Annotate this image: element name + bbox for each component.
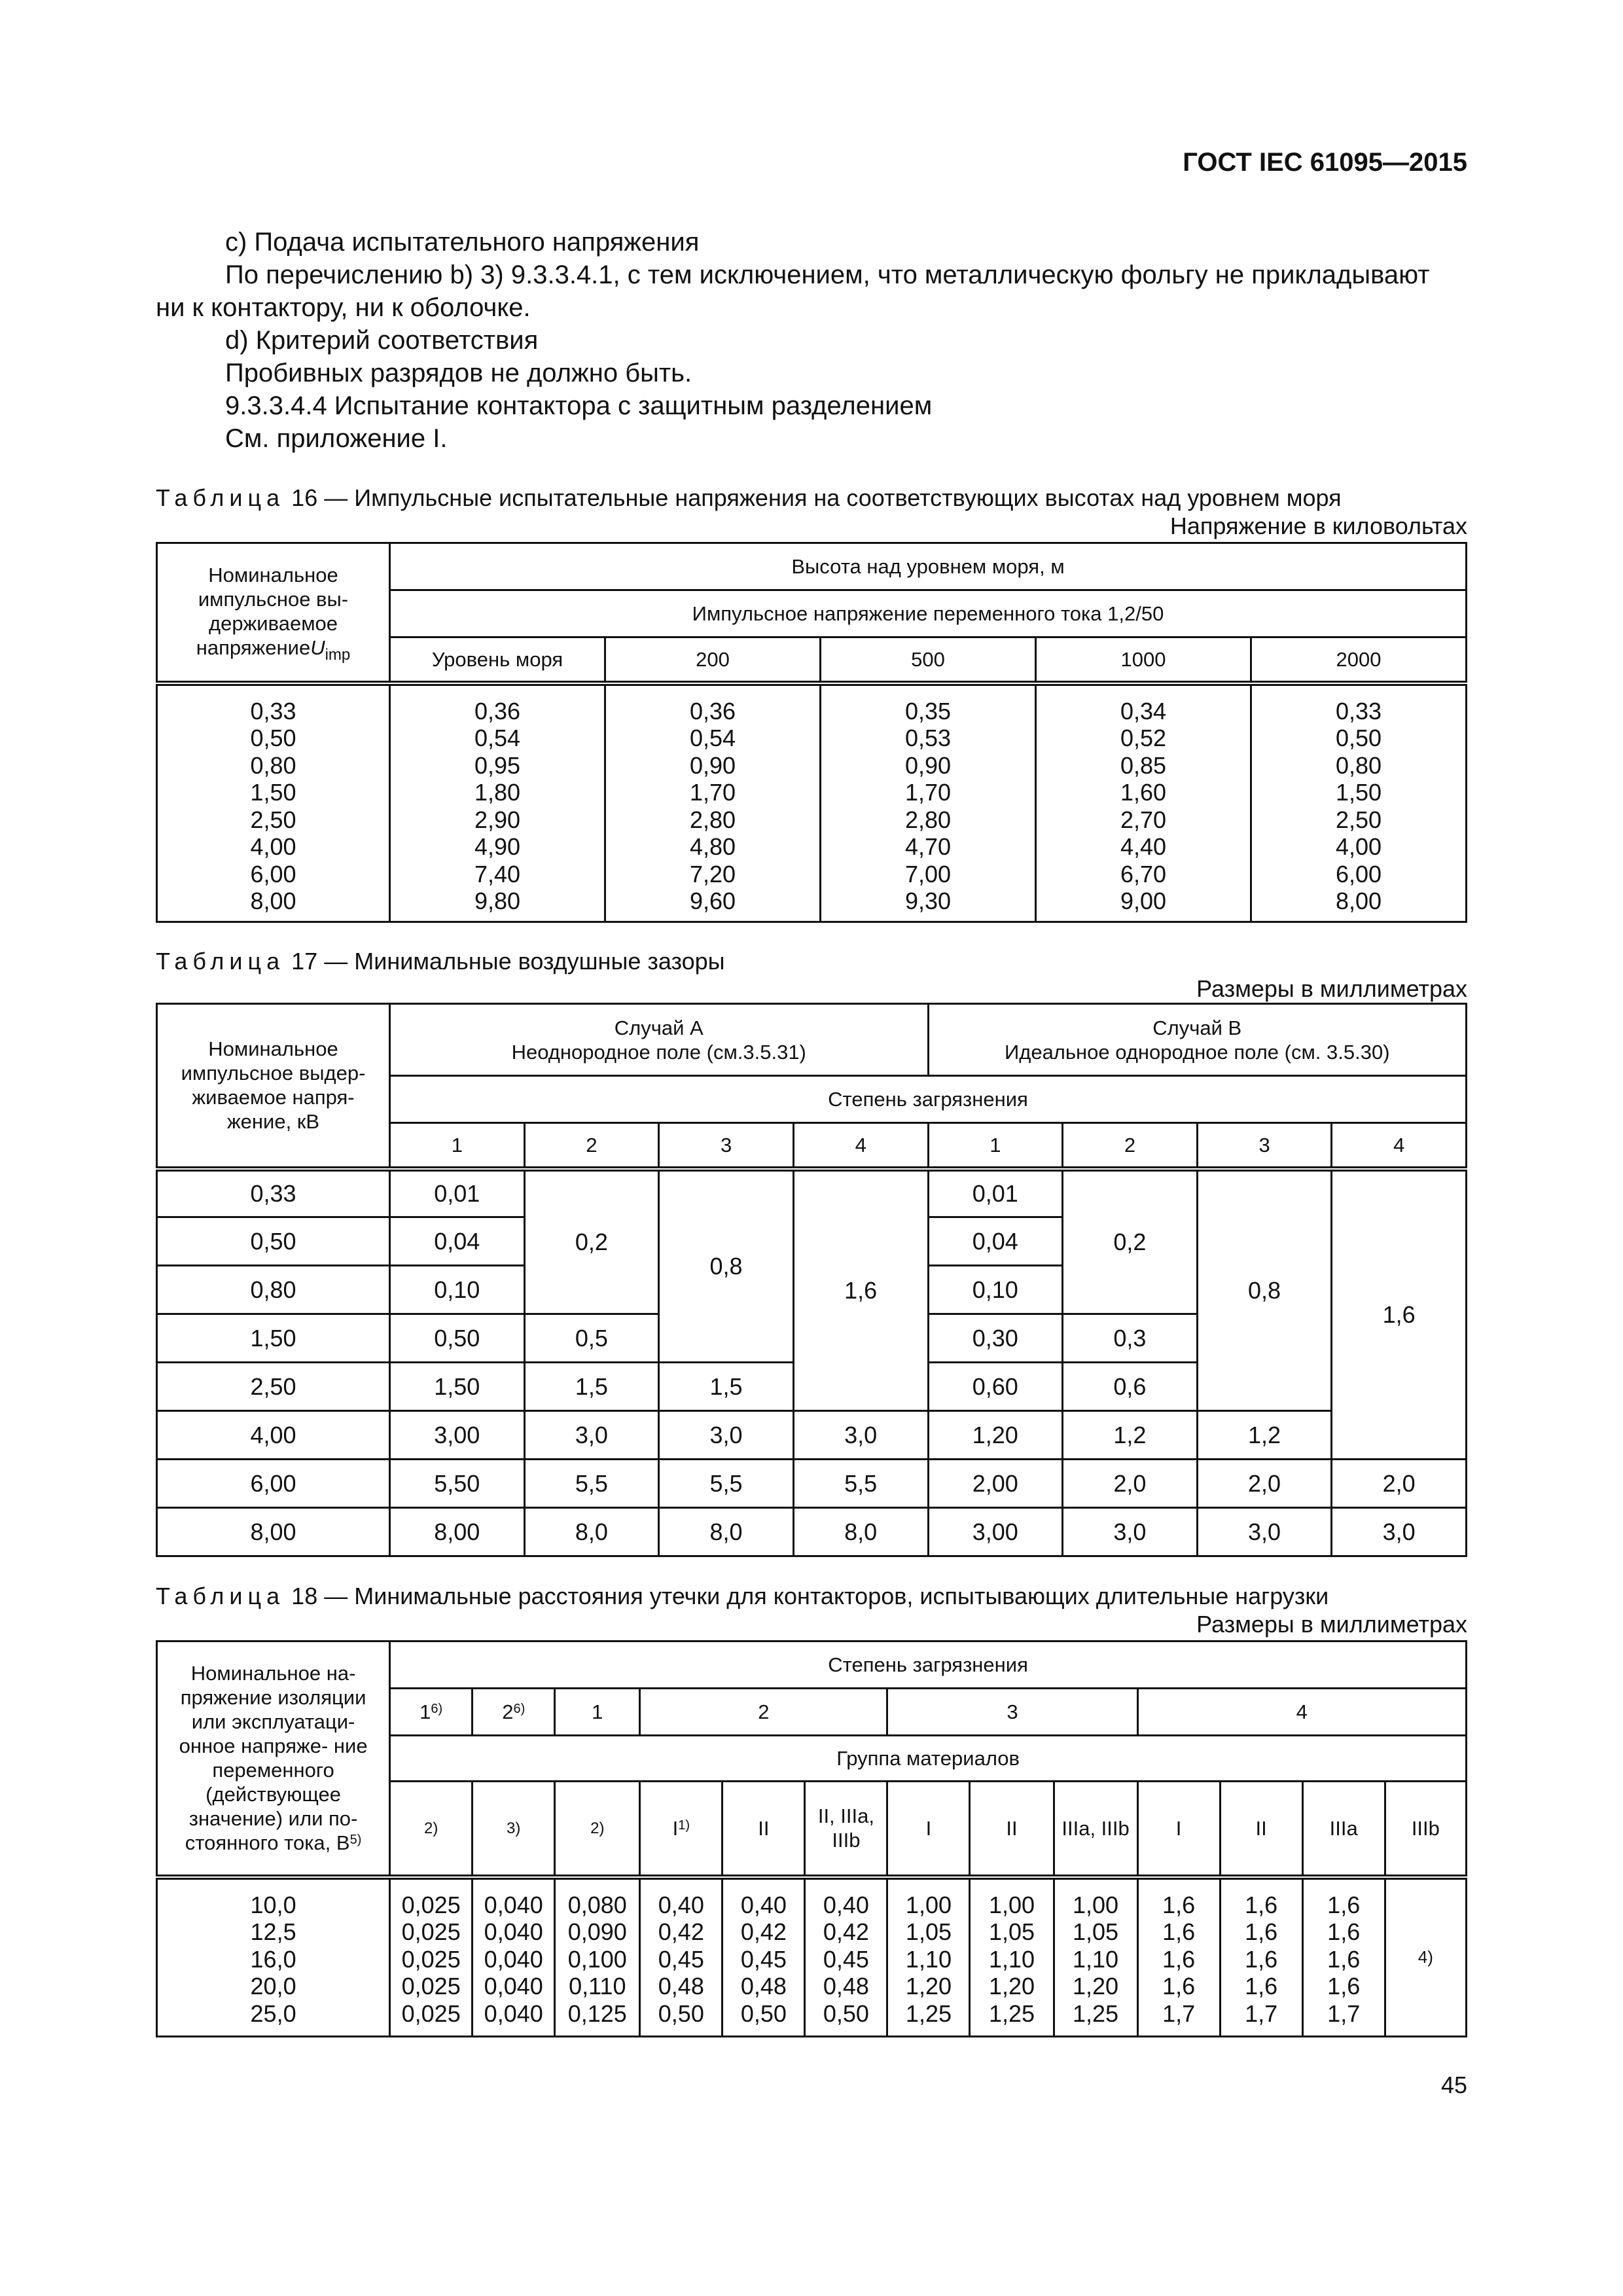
table18-column xyxy=(473,1877,555,2037)
case-b-head: Случай В Идеальное однородное поле (см. 3.5.30) xyxy=(928,1004,1467,1076)
table17-degree: 4 xyxy=(1332,1123,1467,1169)
table16-value: 1,50 xyxy=(250,779,296,806)
table18-column xyxy=(640,1877,722,2037)
table18-material xyxy=(555,1782,640,1877)
table17-cell: 0,01 xyxy=(928,1169,1063,1217)
table17-cell: 0,04 xyxy=(928,1217,1063,1266)
table16-value: 0,35 xyxy=(904,697,952,725)
table18-column xyxy=(555,1877,640,2037)
table16-value: 7,20 xyxy=(689,860,736,888)
table18-degree: 2$^{6)}$ xyxy=(473,1689,555,1736)
table16 xyxy=(156,542,1467,923)
table16-value: 4,40 xyxy=(1120,833,1167,860)
table17 xyxy=(156,1003,1467,1557)
table18-material-label: 2) xyxy=(590,1819,605,1837)
table17-degree: 3 xyxy=(659,1123,794,1169)
table16-column xyxy=(157,683,390,922)
table18-material xyxy=(805,1782,887,1877)
table18-values: 1,6 1,6 1,6 1,6 1,7 xyxy=(1162,1891,1196,2027)
table17-caption xyxy=(156,948,1467,975)
table17-cell: 3,0 xyxy=(1063,1508,1198,1556)
table17-cell: 0,50 xyxy=(157,1217,390,1266)
table18-material xyxy=(1137,1782,1220,1877)
table18-values: 1,00 1,05 1,10 1,20 1,25 xyxy=(905,1891,952,2027)
table17-degree: 2 xyxy=(524,1123,659,1169)
table16-value: 0,54 xyxy=(689,725,736,751)
table18-values: 10,0 12,5 16,0 20,0 25,0 xyxy=(250,1891,296,2027)
table16-value: 1,60 xyxy=(1120,779,1167,806)
table16-value: 1,80 xyxy=(474,779,521,806)
table16-value: 2,80 xyxy=(904,806,952,833)
table16-value: 0,50 xyxy=(250,725,296,751)
table17-cell: 1,50 xyxy=(390,1363,525,1411)
table16-value: 6,00 xyxy=(250,860,296,888)
document-header: ГОСТ IEC 61095—2015 xyxy=(1183,148,1467,177)
table17-cell: 5,5 xyxy=(524,1460,659,1508)
table17-cell: 8,0 xyxy=(793,1508,928,1556)
table16-col-head: 2000 xyxy=(1251,637,1467,683)
table16-value: 0,80 xyxy=(1335,751,1382,779)
table16-value: 2,90 xyxy=(474,806,521,833)
table17-cell: 0,10 xyxy=(928,1266,1063,1314)
table17-degree: 1 xyxy=(928,1123,1063,1169)
table17-cell: 1,50 xyxy=(157,1314,390,1363)
table18-degree: 4 xyxy=(1137,1689,1466,1736)
table18-column xyxy=(887,1877,970,2037)
intro-line: Пробивных разрядов не должно быть. xyxy=(225,359,692,387)
table16-value: 2,50 xyxy=(1335,806,1382,833)
table16-value: 0,80 xyxy=(250,751,296,779)
table17-cell: 5,50 xyxy=(390,1460,525,1508)
table18-column xyxy=(1054,1877,1137,2037)
table17-cell: 0,01 xyxy=(390,1169,525,1217)
table18-material xyxy=(1220,1782,1302,1877)
table16-label: Таблица xyxy=(156,484,285,511)
table18-material-label: IIIb xyxy=(1411,1816,1440,1840)
table18-material-label: IIIa, IIIb xyxy=(1061,1816,1130,1840)
table16-value: 7,00 xyxy=(904,860,952,888)
table17-cell: 0,5 xyxy=(524,1314,659,1363)
table16-value: 2,80 xyxy=(689,806,736,833)
table18-degree: 1 xyxy=(555,1689,640,1736)
table17-title: 17 — Минимальные воздушные зазоры xyxy=(291,948,725,975)
table16-col-head: 200 xyxy=(605,637,821,683)
table16-value: 0,95 xyxy=(474,751,521,779)
table16-column xyxy=(821,683,1036,922)
table17-cell: 1,5 xyxy=(524,1363,659,1411)
table16-value: 0,33 xyxy=(250,697,296,725)
table17-degree: 2 xyxy=(1063,1123,1198,1169)
table16-value: 0,90 xyxy=(904,751,952,779)
table18-material-head: Группа материалов xyxy=(390,1736,1467,1782)
table18-values: 0,025 0,025 0,025 0,025 0,025 xyxy=(401,1891,461,2027)
table17-cell: 4,00 xyxy=(157,1411,390,1460)
table18-degree: 3 xyxy=(887,1689,1137,1736)
table18-material-label: II xyxy=(1006,1816,1018,1840)
table17-cell: 0,30 xyxy=(928,1314,1063,1363)
table18 xyxy=(156,1640,1467,2037)
intro-text xyxy=(156,226,1467,455)
table17-degree: 1 xyxy=(390,1123,525,1169)
table18-material-label: II, IIIa, IIIb xyxy=(817,1804,874,1852)
table18-values: 0,080 0,090 0,100 0,110 0,125 xyxy=(567,1891,627,2027)
intro-line: 9.3.3.4.4 Испытание контактора с защитным разделением xyxy=(225,391,933,420)
table16-col-head: 1000 xyxy=(1036,637,1251,683)
table18-degree: 2 xyxy=(640,1689,887,1736)
table17-cell: 3,0 xyxy=(659,1411,794,1460)
table16-value: 9,00 xyxy=(1120,888,1167,914)
intro-line: ни к контактору, ни к оболочке. xyxy=(156,293,531,322)
table17-cell: 0,6 xyxy=(1063,1363,1198,1411)
table18-column xyxy=(1385,1877,1466,2037)
table17-cell: 3,0 xyxy=(1332,1508,1467,1556)
table16-impulse-head: Импульсное напряжение переменного тока 1,2/50 xyxy=(390,590,1467,637)
table18-material xyxy=(887,1782,970,1877)
table18-unit: Размеры в миллиметрах xyxy=(1196,1611,1467,1638)
table18-column xyxy=(970,1877,1054,2037)
table16-value: 7,40 xyxy=(474,860,521,888)
table18-material-label: IIIa xyxy=(1329,1816,1358,1840)
table17-cell: 0,33 xyxy=(157,1169,390,1217)
case-a-head: Случай А Неоднородное поле (см.3.5.31) xyxy=(390,1004,929,1076)
table17-unit: Размеры в миллиметрах xyxy=(1196,975,1467,1002)
table16-value: 4,00 xyxy=(250,833,296,860)
intro-line: d) Критерий соответствия xyxy=(225,326,539,355)
table16-col-head: 500 xyxy=(821,637,1036,683)
table16-value: 0,36 xyxy=(689,697,736,725)
table17-cell: 2,0 xyxy=(1063,1460,1198,1508)
table18-values: 4) xyxy=(1418,1947,1433,1967)
table18-rowhead: Номинальное на- пряжение изоляции или эксплуатаци- онное напряже- ние переменного (действующее значение) или по- стоянного тока, $В^{5)}$ xyxy=(157,1641,390,1877)
table16-value: 1,70 xyxy=(904,779,952,806)
table17-cell: 0,60 xyxy=(928,1363,1063,1411)
table18-material xyxy=(390,1782,473,1877)
table18-material xyxy=(1385,1782,1466,1877)
table17-cell: 3,00 xyxy=(390,1411,525,1460)
table17-rowhead: Номинальное импульсное выдер- живаемое напря- жение, кВ xyxy=(157,1004,390,1169)
table16-column xyxy=(1036,683,1251,922)
table16-column xyxy=(605,683,821,922)
table16-value: 2,50 xyxy=(250,806,296,833)
table16-rowhead: Номинальное импульсное вы- держиваемое напряжениеU$_{imp}$ xyxy=(157,543,390,683)
intro-line: c) Подача испытательного напряжения xyxy=(225,228,700,257)
table18-column xyxy=(1220,1877,1302,2037)
table16-value: 1,50 xyxy=(1335,779,1382,806)
table16-value: 8,00 xyxy=(250,888,296,914)
table17-cell: 1,5 xyxy=(659,1363,794,1411)
table18-column xyxy=(1302,1877,1385,2037)
table16-value: 0,36 xyxy=(474,697,521,725)
table17-merged-cell: 0,2 xyxy=(1063,1169,1198,1314)
table18-degree: 1$^{6)}$ xyxy=(390,1689,473,1736)
table17-degree: 4 xyxy=(793,1123,928,1169)
table17-merged-cell: 0,8 xyxy=(659,1169,794,1363)
table16-altitude-head: Высота над уровнем моря, м xyxy=(390,543,1467,590)
table17-cell: 5,5 xyxy=(659,1460,794,1508)
table17-merged-cell: 0,8 xyxy=(1197,1169,1332,1411)
table16-value: 0,90 xyxy=(689,751,736,779)
table17-cell: 8,0 xyxy=(659,1508,794,1556)
table18-values: 0,40 0,42 0,45 0,48 0,50 xyxy=(823,1891,869,2027)
table18-values: 0,40 0,42 0,45 0,48 0,50 xyxy=(740,1891,787,2027)
table18-material-label: 2) xyxy=(424,1819,438,1837)
table18-material-label: I xyxy=(1175,1816,1182,1840)
table17-cell: 1,2 xyxy=(1063,1411,1198,1460)
table18-material xyxy=(722,1782,805,1877)
table17-cell: 2,00 xyxy=(928,1460,1063,1508)
imp-subscript: imp xyxy=(325,645,351,664)
table16-value: 8,00 xyxy=(1335,888,1382,914)
table17-cell: 1,20 xyxy=(928,1411,1063,1460)
table18-material xyxy=(1054,1782,1137,1877)
table17-cell: 0,80 xyxy=(157,1266,390,1314)
page-number: 45 xyxy=(1440,2072,1467,2098)
table17-cell: 8,0 xyxy=(524,1508,659,1556)
table17-degree: 3 xyxy=(1197,1123,1332,1169)
table18-column xyxy=(157,1877,390,2037)
table18-values: 1,6 1,6 1,6 1,6 1,7 xyxy=(1245,1891,1278,2027)
table18-values: 0,40 0,42 0,45 0,48 0,50 xyxy=(658,1891,704,2027)
table18-label: Таблица xyxy=(156,1583,285,1609)
table18-material-label: 3) xyxy=(507,1819,521,1837)
table17-cell: 5,5 xyxy=(793,1460,928,1508)
table16-value: 0,54 xyxy=(474,725,521,751)
table16-col-head: Уровень моря xyxy=(390,637,605,683)
table18-material-note: 1) xyxy=(678,1818,690,1833)
table16-caption xyxy=(156,484,1467,512)
table17-cell: 0,10 xyxy=(390,1266,525,1314)
table16-value: 2,70 xyxy=(1120,806,1167,833)
table18-values: 1,00 1,05 1,10 1,20 1,25 xyxy=(1073,1891,1119,2027)
table18-material xyxy=(1302,1782,1385,1877)
table18-material-label: I xyxy=(672,1816,679,1840)
table17-pollution-head: Степень загрязнения xyxy=(390,1076,1467,1123)
table16-value: 0,52 xyxy=(1120,725,1167,751)
table17-cell: 0,50 xyxy=(390,1314,525,1363)
table16-column xyxy=(390,683,605,922)
table18-caption xyxy=(156,1583,1467,1610)
table17-cell: 6,00 xyxy=(157,1460,390,1508)
table16-value: 4,70 xyxy=(904,833,952,860)
table16-value: 0,50 xyxy=(1335,725,1382,751)
table16-value: 4,80 xyxy=(689,833,736,860)
table17-cell: 0,04 xyxy=(390,1217,525,1266)
table17-cell: 2,50 xyxy=(157,1363,390,1411)
table17-merged-cell: 0,2 xyxy=(524,1169,659,1314)
table17-cell: 3,0 xyxy=(793,1411,928,1460)
table17-cell: 3,0 xyxy=(1197,1508,1332,1556)
table17-cell: 1,2 xyxy=(1197,1411,1332,1460)
table18-material xyxy=(640,1782,722,1877)
table18-material xyxy=(473,1782,555,1877)
table17-label: Таблица xyxy=(156,948,285,975)
table17-cell: 0,3 xyxy=(1063,1314,1198,1363)
table17-cell: 8,00 xyxy=(390,1508,525,1556)
table16-value: 9,80 xyxy=(474,888,521,914)
table16-title: 16 — Импульсные испытательные напряжения на соответствующих высотах над уровнем моря xyxy=(291,484,1342,511)
table16-value: 9,60 xyxy=(689,888,736,914)
table17-cell: 2,0 xyxy=(1197,1460,1332,1508)
table18-material-label: I xyxy=(925,1816,932,1840)
table18-title: 18 — Минимальные расстояния утечки для контакторов, испытывающих длительные нагрузки xyxy=(291,1583,1329,1609)
table16-value: 9,30 xyxy=(904,888,952,914)
table16-value: 0,53 xyxy=(904,725,952,751)
table16-value: 6,70 xyxy=(1120,860,1167,888)
table17-merged-cell: 1,6 xyxy=(793,1169,928,1411)
table18-pollution-head: Степень загрязнения xyxy=(390,1641,1467,1689)
table16-value: 4,90 xyxy=(474,833,521,860)
table18-values: 0,040 0,040 0,040 0,040 0,040 xyxy=(484,1891,543,2027)
u-symbol: U xyxy=(310,636,325,659)
table16-value: 0,33 xyxy=(1335,697,1382,725)
intro-line: См. приложение I. xyxy=(225,424,448,453)
table16-value: 6,00 xyxy=(1335,860,1382,888)
table17-cell: 8,00 xyxy=(157,1508,390,1556)
table18-values: 1,00 1,05 1,10 1,20 1,25 xyxy=(988,1891,1035,2027)
table17-cell: 3,00 xyxy=(928,1508,1063,1556)
table17-cell: 2,0 xyxy=(1332,1460,1467,1508)
table18-column xyxy=(722,1877,805,2037)
table16-value: 0,85 xyxy=(1120,751,1167,779)
table18-column xyxy=(805,1877,887,2037)
table18-column xyxy=(1137,1877,1220,2037)
table16-value: 4,00 xyxy=(1335,833,1382,860)
table16-value: 0,34 xyxy=(1120,697,1167,725)
table18-column xyxy=(390,1877,473,2037)
table18-material xyxy=(970,1782,1054,1877)
table17-merged-cell: 1,6 xyxy=(1332,1169,1467,1460)
table18-material-label: II xyxy=(1255,1816,1267,1840)
table16-column xyxy=(1251,683,1467,922)
table18-material-label: II xyxy=(758,1816,770,1840)
table16-unit: Напряжение в киловольтах xyxy=(1169,512,1467,539)
intro-line: По перечислению b) 3) 9.3.3.4.1, с тем исключением, что металлическую фольгу не прикладывают xyxy=(225,260,1430,289)
table17-cell: 3,0 xyxy=(524,1411,659,1460)
table18-values: 1,6 1,6 1,6 1,6 1,7 xyxy=(1327,1891,1361,2027)
table16-value: 1,70 xyxy=(689,779,736,806)
